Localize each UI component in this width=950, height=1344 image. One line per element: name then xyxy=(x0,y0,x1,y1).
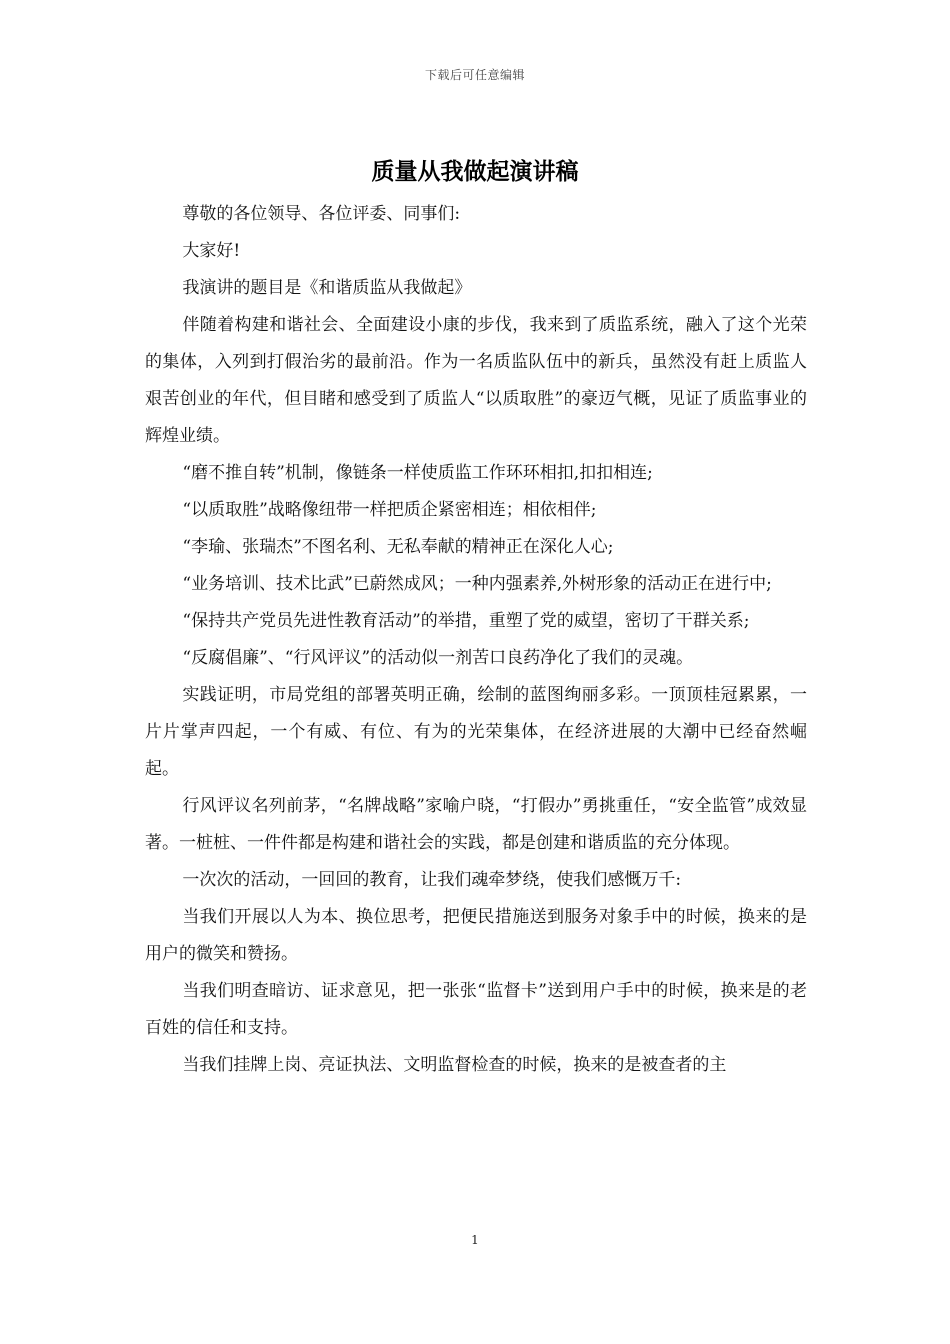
paragraph: 实践证明，市局党组的部署英明正确，绘制的蓝图绚丽多彩。一顶顶桂冠累累，一片片掌声四起，一个有威、有位、有为的光荣集体，在经济进展的大潮中已经奋然崛起。 xyxy=(145,685,807,779)
paragraph: “保持共产党员先进性教育活动”的举措，重塑了党的威望，密切了干群关系; xyxy=(182,611,750,631)
paragraph: 大家好! xyxy=(182,241,241,261)
paragraph: “磨不推自转”机制，像链条一样使质监工作环环相扣,扣扣相连; xyxy=(182,463,653,483)
paragraph: 当我们挂牌上岗、亮证执法、文明监督检查的时候，换来的是被查者的主 xyxy=(182,1055,727,1075)
paragraph: “李瑜、张瑞杰”不图名利、无私奉献的精神正在深化人心; xyxy=(182,537,614,557)
paragraph: “以质取胜”战略像纽带一样把质企紧密相连；相依相伴; xyxy=(182,500,597,520)
document-body xyxy=(145,196,807,1084)
paragraph: 我演讲的题目是《和谐质监从我做起》 xyxy=(182,278,472,298)
paragraph: 伴随着构建和谐社会、全面建设小康的步伐，我来到了质监系统，融入了这个光荣的集体，入列到打假治劣的最前沿。作为一名质监队伍中的新兵，虽然没有赶上质监人艰苦创业的年代，但目睹和感受到了质监人“以质取胜”的豪迈气概，见证了质监事业的辉煌业绩。 xyxy=(145,315,807,446)
paragraph: 行风评议名列前茅，“名牌战略”家喻户晓，“打假办”勇挑重任，“安全监管”成效显著。一桩桩、一件件都是构建和谐社会的实践，都是创建和谐质监的充分体现。 xyxy=(145,796,807,853)
paragraph: “业务培训、技术比武”已蔚然成风；一种内强素养,外树形象的活动正在进行中; xyxy=(182,574,772,594)
paragraph: “反腐倡廉”、“行风评议”的活动似一剂苦口良药净化了我们的灵魂。 xyxy=(182,648,694,668)
page-header-note: 下载后可任意编辑 xyxy=(424,68,525,82)
paragraph: 一次次的活动，一回回的教育，让我们魂牵梦绕，使我们感慨万千: xyxy=(182,870,682,890)
paragraph: 尊敬的各位领导、各位评委、同事们: xyxy=(182,204,461,224)
page-number: 1 xyxy=(471,1233,479,1247)
document-title: 质量从我做起演讲稿 xyxy=(371,158,579,185)
paragraph: 当我们明查暗访、证求意见，把一张张“监督卡”送到用户手中的时候，换来是的老百姓的信任和支持。 xyxy=(145,981,807,1038)
paragraph: 当我们开展以人为本、换位思考，把便民措施送到服务对象手中的时候，换来的是用户的微笑和赞扬。 xyxy=(145,907,807,964)
